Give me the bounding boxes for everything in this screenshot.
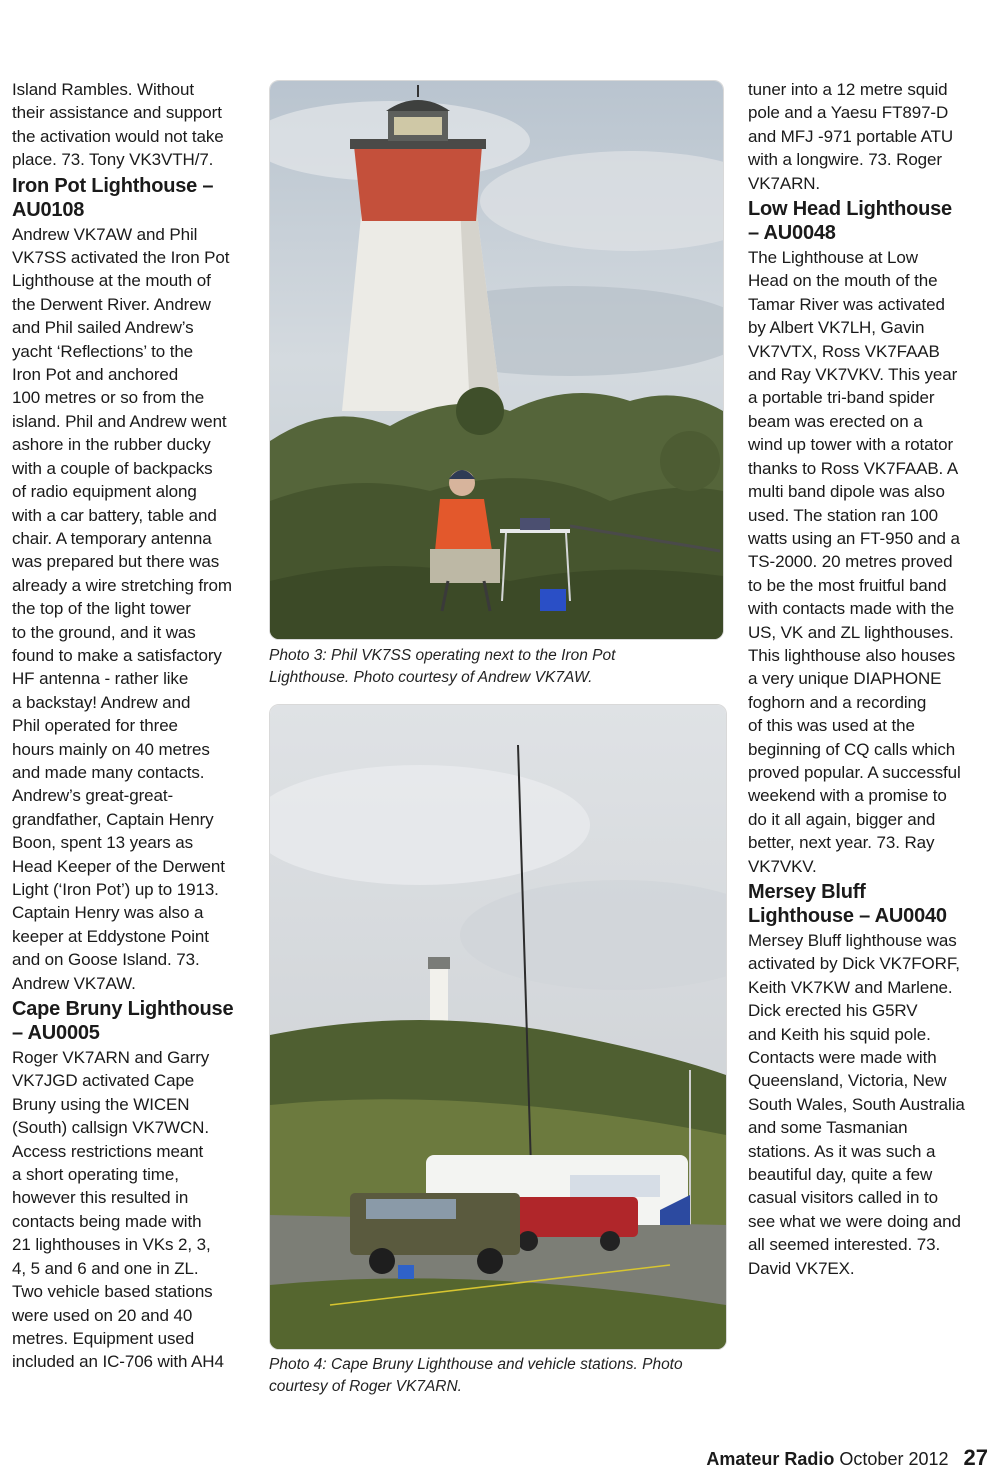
article-paragraph: The Lighthouse at Low Head on the mouth of the Tamar River was activated by Albert VK7LH, Gavin VK7VTX, Ross VK7FAAB and Ray VK7VKV. This year a portable tri-band spider beam was erected on a wind up tower with a rotator thanks to Ross VK7FAAB. A multi band dipole was also used. The station ran 100 watts using an FT-950 and a TS-2000. 20 metres proved to be the most fruitful band with contacts made with the US, VK and ZL lighthouses. This lighthouse also houses a very unique DIAPHONE foghorn and a recording of this was used at the beginning of CQ calls which proved popular. A successful weekend with a promise to do it all again, bigger and better, next year. 73. Ray VK7VKV. xyxy=(748,248,961,876)
section-heading-iron-pot: Iron Pot Lighthouse – AU0108 xyxy=(12,174,214,221)
article-paragraph: Mersey Bluff lighthouse was activated by Dick VK7FORF, Keith VK7KW and Marlene. Dick erected his G5RV and Keith his squid pole. Contacts were made with Queensland, Victoria, New South Wales, South Australia and some Tasmanian stations. As it was such a beautiful day, quite a few casual visitors called in to see what we were doing and all seemed interested. 73. David VK7EX. xyxy=(748,931,965,1278)
iron-pot-photo-illustration xyxy=(270,81,723,639)
right-text-column xyxy=(748,78,992,1280)
section-heading-cape-bruny: Cape Bruny Lighthouse – AU0005 xyxy=(12,998,234,1045)
cape-bruny-photo-illustration xyxy=(270,705,726,1349)
article-paragraph: Roger VK7ARN and Garry VK7JGD activated Cape Bruny using the WICEN (South) callsign VK7WCN. Access restrictions meant a short operating time, however this resulted in contacts being made with 21 lighthouses in VKs 2, 3, 4, 5 and 6 and one in ZL. Two vehicle based stations were used on 20 and 40 metres. Equipment used included an IC-706 with AH4 xyxy=(12,1048,224,1372)
article-paragraph: Andrew VK7AW and Phil VK7SS activated the Iron Pot Lighthouse at the mouth of the Derwent River. Andrew and Phil sailed Andrew’s yacht ‘Reflections’ to the Iron Pot and anchored 100 metres or so from the island. Phil and Andrew went ashore in the rubber ducky with a couple of backpacks of radio equipment along with a car battery, table and chair. A temporary antenna was prepared but there was already a wire stretching from the top of the light tower to the ground, and it was found to make a satisfactory HF antenna - rather like a backstay! Andrew and Phil operated for three hours mainly on 40 metres and made many contacts. Andrew’s great-great- grandfather, Captain Henry Boon, spent 13 years as Head Keeper of the Derwent Light (‘Iron Pot’) up to 1913. Captain Henry was also a keeper at Eddystone Point and on Goose Island. 73. Andrew VK7AW. xyxy=(12,224,232,993)
section-heading-mersey-bluff: Mersey Bluff Lighthouse – AU0040 xyxy=(748,881,947,927)
photo-iron-pot-lighthouse xyxy=(269,80,724,640)
photo3-caption: Photo 3: Phil VK7SS operating next to the Iron Pot Lighthouse. Photo courtesy of Andrew VK7AW. xyxy=(269,647,616,686)
article-paragraph: tuner into a 12 metre squid pole and a Yaesu FT897-D and MFJ -971 portable ATU with a longwire. 73. Roger VK7ARN. xyxy=(748,80,954,193)
section-heading-low-head: Low Head Lighthouse – AU0048 xyxy=(748,198,952,245)
page-footer xyxy=(706,1445,988,1472)
photo-cape-bruny-lighthouse xyxy=(269,704,727,1350)
photo4-caption: Photo 4: Cape Bruny Lighthouse and vehicle stations. Photo courtesy of Roger VK7ARN. xyxy=(269,1356,683,1395)
left-text-column xyxy=(12,78,258,1374)
magazine-name: Amateur Radio xyxy=(706,1449,835,1469)
article-paragraph: Island Rambles. Without their assistance and support the activation would not take place. 73. Tony VK3VTH/7. xyxy=(12,80,224,170)
page-number: 27 xyxy=(963,1445,988,1470)
issue-date: October 2012 xyxy=(839,1449,949,1469)
